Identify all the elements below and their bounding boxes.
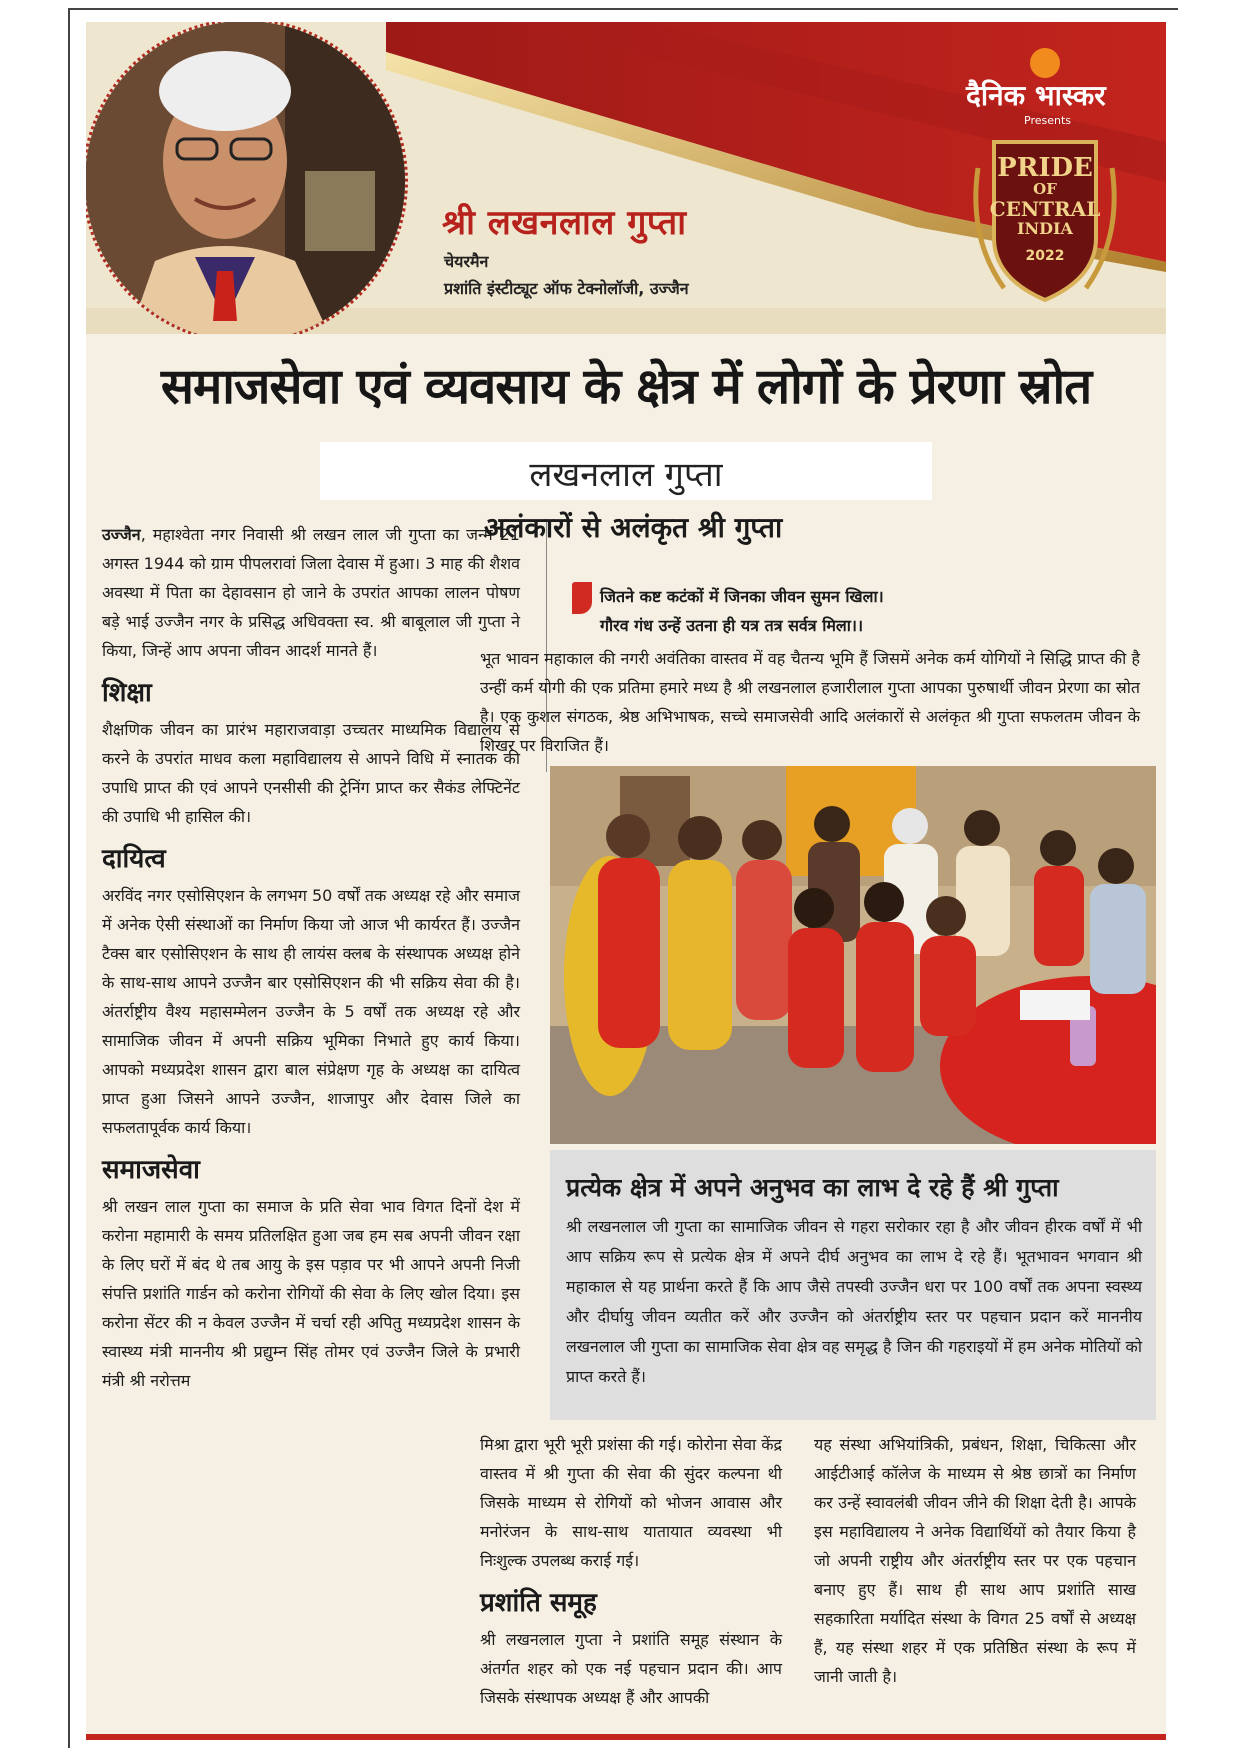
intro-place: उज्जैन <box>102 525 141 544</box>
subheadline: लखनलाल गुप्ता <box>529 455 723 495</box>
person-organization: प्रशांति इंस्टीट्यूट ऑफ टेक्नोलॉजी, उज्जैन <box>444 279 689 298</box>
couplet-line-2: गौरव गंध उन्हें उतना ही यत्र तत्र सर्वत्र मिला।। <box>600 616 864 635</box>
social-service-heading: समाजसेवा <box>102 1155 200 1185</box>
group-photo <box>550 766 1156 1144</box>
page-border-top <box>68 8 1178 10</box>
badge-year: 2022 <box>1025 248 1065 264</box>
responsibility-text: अरविंद नगर एसोसिएशन के लगभग 50 वर्षों तक अध्यक्ष रहे और समाज में अनेक ऐसी संस्थाओं का निर्माण किया जो आज भी कार्यरत हैं। उज्जैन टैक्स बार एसोसिएशन के साथ ही लायंस क्लब के संस्थापक अध्यक्ष होने के साथ-साथ आपने उज्जैन बार एसोसिएशन की भी सक्रिय सेवा की है। अंतर्राष्ट्रीय वैश्य महासम्मेलन उज्जैन के 5 वर्षों तक अध्यक्ष रहे और सामाजिक जीवन में अपनी सक्रिय भूमिका निभाते हुए कार्य किया। आपको मध्यप्रदेश शासन द्वारा बाल संप्रेक्षण गृह के अध्यक्ष का दायित्व प्राप्त हुआ जिसने आपने उज्जैन, शाजापुर और देवास जिले का सफलतापूर्वक कार्य किया। <box>102 886 520 1137</box>
portrait-photo <box>86 22 408 334</box>
education-text: शैक्षणिक जीवन का प्रारंभ महाराजवाड़ा उच्चतर माध्यमिक विद्यालय से करने के उपरांत माधव कला महाविद्यालय से आपने विधि में स्नातक की उपाधि प्राप्त की एवं आपने एनसीसी की ट्रेनिंग प्राप्त कर सैकंड लेफ्टिनेंट की उपाधि भी हासिल की। <box>102 720 520 826</box>
social-service-text: श्री लखन लाल गुप्ता का समाज के प्रति सेवा भाव विगत दिनों देश में करोना महामारी के समय प्रतिलक्षित हुआ जब हम सब अपनी जीवन रक्षा के लिए घरों में बंद थे तब आयु के इस पड़ाव पर भी आपने अपनी निजी संपत्ति प्रशांति गार्डन को करोना रोगियों की सेवा के लिए खोल दिया। इस करोना सेंटर की न केवल उज्जैन में चर्चा रही अपितु मध्यप्रदेश शासन के स्वास्थ्य मंत्री माननीय श्री प्रद्युम्न सिंह तोमर एवं उज्जैन जिले के प्रभारी मंत्री श्री नरोत्तम <box>102 1197 520 1390</box>
main-headline: समाजसेवा एवं व्यवसाय के क्षेत्र में लोगों के प्रेरणा स्रोत <box>160 357 1092 415</box>
quote-icon <box>572 582 592 614</box>
adorned-heading: अलंकारों से अलंकृत श्री गुप्ता <box>484 511 783 544</box>
badge-line2: OF <box>1033 180 1057 198</box>
brand-presents: Presents <box>1024 114 1072 127</box>
person-name: श्री लखनलाल गुप्ता <box>442 203 687 243</box>
left-column <box>102 520 520 1395</box>
bottom-rule <box>86 1734 1166 1740</box>
intro-paragraph <box>102 520 520 665</box>
middle-column <box>480 1430 782 1712</box>
experience-text: श्री लखनलाल जी गुप्ता का सामाजिक जीवन से गहरा सरोकार रहा है और जीवन हीरक वर्षों में भी आप सक्रिय रूप से प्रत्येक क्षेत्र में अपने दीर्घ अनुभव का लाभ दे रहे हैं। भूतभावन भगवान श्री महाकाल से यह प्रार्थना करते हैं कि आप जैसे तपस्वी उज्जैन धरा पर 100 वर्षों तक अपना स्वस्थ्य और दीर्घायु जीवन व्यतीत करें और उज्जैन को अंतर्राष्ट्रीय स्तर पर पहचान प्रदान करें माननीय लखनलाल जी गुप्ता का सामाजिक सेवा क्षेत्र वह समृद्ध है जिन की गहराइयों में हम अनेक मोतियों को प्राप्त करते हैं। <box>566 1217 1142 1386</box>
badge-line1: PRIDE <box>997 153 1093 183</box>
header-banner <box>86 22 1166 334</box>
portrait-illustration <box>86 22 408 334</box>
pride-badge-logo <box>964 128 1126 308</box>
education-heading: शिक्षा <box>102 678 152 708</box>
badge-line4: INDIA <box>1017 219 1073 238</box>
experience-heading: प्रत्येक क्षेत्र में अपने अनुभव का लाभ दे रहे हैं श्री गुप्ता <box>566 1173 1059 1202</box>
brand-logo: दैनिक भास्कर <box>966 79 1106 112</box>
badge-line3: CENTRAL <box>989 197 1101 221</box>
couplet <box>600 582 884 640</box>
right-column-text: यह संस्था अभियांत्रिकी, प्रबंधन, शिक्षा, चिकित्सा और आईटीआई कॉलेज के माध्यम से श्रेष्ठ छात्रों का निर्माण कर उन्हें स्वावलंबी जीवन जीने की शिक्षा देती है। आपके इस महाविद्यालय ने अनेक विद्यार्थियों को तैयार किया है जो अपनी राष्ट्रीय और अंतर्राष्ट्रीय स्तर पर एक पहचान बनाए हुए हैं। साथ ही साथ आप प्रशांति साख सहकारिता मर्यादित संस्था के विगत 25 वर्षों से अध्यक्ष हैं, यह संस्था शहर में एक प्रतिष्ठित संस्था के रूप में जानी जाती है। <box>814 1435 1136 1686</box>
brand-sun-icon <box>1030 48 1060 78</box>
middle-column-text: मिश्रा द्वारा भूरी भूरी प्रशंसा की गई। कोरोना सेवा केंद्र वास्तव में श्री गुप्ता की सेवा की सुंदर कल्पना थी जिसके माध्यम से रोगियों को भोजन आवास और मनोरंजन के साथ-साथ यातायात व्यवस्था भी निःशुल्क उपलब्ध कराई गई। <box>480 1435 782 1570</box>
person-designation: चेयरमैन <box>444 252 489 271</box>
right-column <box>814 1430 1136 1691</box>
intro-text: , महाश्वेता नगर निवासी श्री लखन लाल जी गुप्ता का जन्म 21 अगस्त 1944 को ग्राम पीपलरावां जिला देवास में हुआ। 3 माह की शैशव अवस्था में पिता का देहावसान हो जाने के उपरांत आपका लालन पोषण बड़े भाई उज्जैन नगर के प्रसिद्ध अधिवक्ता स्व. श्री बाबूलाल जी गुप्ता ने किया, जिन्हें आप अपना जीवन आदर्श मानते हैं। <box>102 525 520 660</box>
prashanti-group-text: श्री लखनलाल गुप्ता ने प्रशांति समूह संस्थान के अंतर्गत शहर को एक नई पहचान प्रदान की। आप जिसके संस्थापक अध्यक्ष हैं और आपकी <box>480 1630 782 1707</box>
page-border-left <box>68 8 70 1748</box>
adorned-text: भूत भावन महाकाल की नगरी अवंतिका वास्तव में वह चैतन्य भूमि हैं जिसमें अनेक कर्म योगियों ने सिद्धि प्राप्त की है उन्हीं कर्म योगी की एक प्रतिमा हमारे मध्य है श्री लखनलाल हजारीलाल गुप्ता आपका पुरुषार्थी जीवन प्रेरणा का स्रोत है। एक कुशल संगठक, श्रेष्ठ अभिभाषक, सच्चे समाजसेवी आदि अलंकारों से अलंकृत श्री गुप्ता सफलतम जीवन के शिखर पर विराजित हैं। <box>480 649 1140 755</box>
responsibility-heading: दायित्व <box>102 844 166 874</box>
prashanti-group-heading: प्रशांति समूह <box>480 1588 597 1618</box>
couplet-line-1: जितने कष्ट कटंकों में जिनका जीवन सुमन खिला। <box>600 587 884 606</box>
newspaper-page <box>86 22 1166 1740</box>
